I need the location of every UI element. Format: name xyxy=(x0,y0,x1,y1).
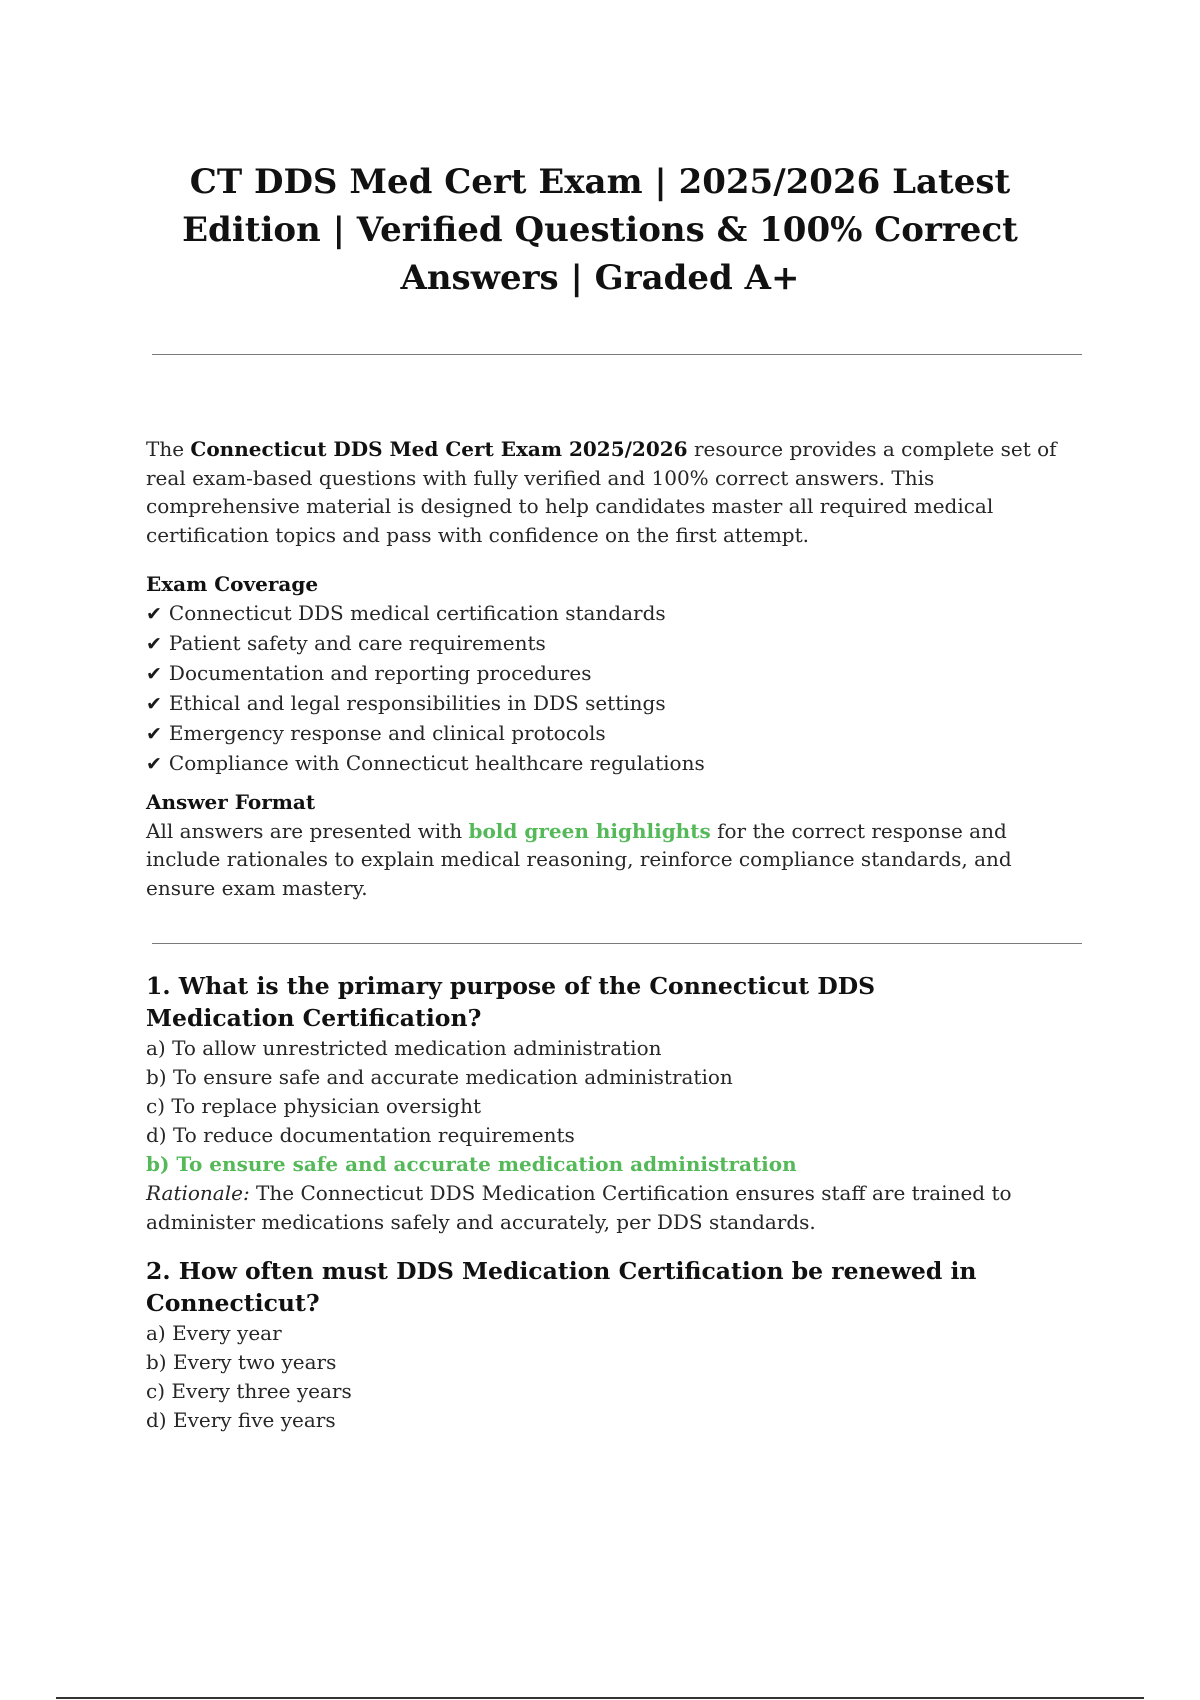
answer-format-prefix: All answers are presented with xyxy=(146,818,469,843)
option-d: d) Every five years xyxy=(146,1408,336,1432)
rationale-text: The Connecticut DDS Medication Certification ensures staff are trained to administer medications safely and accurately, per DDS standards. xyxy=(146,1181,1012,1234)
coverage-item-text: Ethical and legal responsibilities in DDS settings xyxy=(168,690,666,715)
coverage-item-text: Emergency response and clinical protocols xyxy=(168,720,606,745)
option-a: a) Every year xyxy=(146,1321,282,1345)
rationale xyxy=(146,1179,1086,1237)
checkmark-icon: ✔ xyxy=(146,632,162,655)
option-c: c) To replace physician oversight xyxy=(146,1094,481,1118)
option-b: b) Every two years xyxy=(146,1350,337,1374)
option-list xyxy=(146,1034,1086,1150)
divider-middle xyxy=(152,943,1082,944)
exam-coverage-section xyxy=(146,570,1086,779)
intro-paragraph xyxy=(146,435,1086,549)
option-a: a) To allow unrestricted medication administration xyxy=(146,1036,662,1060)
coverage-item-text: Compliance with Connecticut healthcare regulations xyxy=(168,750,705,775)
coverage-item xyxy=(146,599,1086,629)
divider-top xyxy=(152,354,1082,355)
question-1 xyxy=(146,970,1086,1237)
answer-format-highlight: bold green highlights xyxy=(468,818,711,843)
coverage-list xyxy=(146,599,1086,779)
intro-section xyxy=(146,435,1086,549)
coverage-item-text: Connecticut DDS medical certification standards xyxy=(168,600,666,625)
checkmark-icon: ✔ xyxy=(146,602,162,625)
intro-bold-title: Connecticut DDS Med Cert Exam 2025/2026 xyxy=(190,437,688,461)
intro-text: resource provides a complete set of real exam-based questions with fully verified and 100% correct answers. This comprehensive material is designed to help candidates master all required medical certification topics and pass with confidence on the first attempt. xyxy=(146,437,1057,547)
coverage-item xyxy=(146,749,1086,779)
coverage-item xyxy=(146,719,1086,749)
coverage-item-text: Documentation and reporting procedures xyxy=(168,660,592,685)
checkmark-icon: ✔ xyxy=(146,692,162,715)
option-d: d) To reduce documentation requirements xyxy=(146,1123,575,1147)
coverage-item xyxy=(146,689,1086,719)
coverage-item xyxy=(146,629,1086,659)
document-title: CT DDS Med Cert Exam | 2025/2026 Latest Edition | Verified Questions & 100% Correct Answers | Graded A+ xyxy=(182,162,1018,298)
question-title: 1. What is the primary purpose of the Connecticut DDS Medication Certification? xyxy=(146,972,876,1032)
answer-format-section xyxy=(146,788,1086,902)
option-list xyxy=(146,1319,1086,1435)
question-title: 2. How often must DDS Medication Certification be renewed in Connecticut? xyxy=(146,1257,977,1317)
exam-coverage-heading: Exam Coverage xyxy=(146,572,319,596)
answer-format-text: for the correct response and include rationales to explain medical reasoning, reinforce compliance standards, and ensure exam mastery. xyxy=(146,818,1012,900)
coverage-item xyxy=(146,659,1086,689)
question-2 xyxy=(146,1255,1086,1435)
coverage-item-text: Patient safety and care requirements xyxy=(168,630,546,655)
option-c: c) Every three years xyxy=(146,1379,352,1403)
answer-format-paragraph xyxy=(146,817,1086,903)
answer-format-heading: Answer Format xyxy=(146,790,316,814)
intro-prefix: The xyxy=(146,437,191,461)
checkmark-icon: ✔ xyxy=(146,662,162,685)
page-bottom-border xyxy=(56,1697,1144,1699)
rationale-label: Rationale: xyxy=(146,1181,250,1205)
checkmark-icon: ✔ xyxy=(146,752,162,775)
correct-answer: b) To ensure safe and accurate medication administration xyxy=(146,1152,797,1176)
option-b: b) To ensure safe and accurate medication administration xyxy=(146,1065,733,1089)
checkmark-icon: ✔ xyxy=(146,722,162,745)
